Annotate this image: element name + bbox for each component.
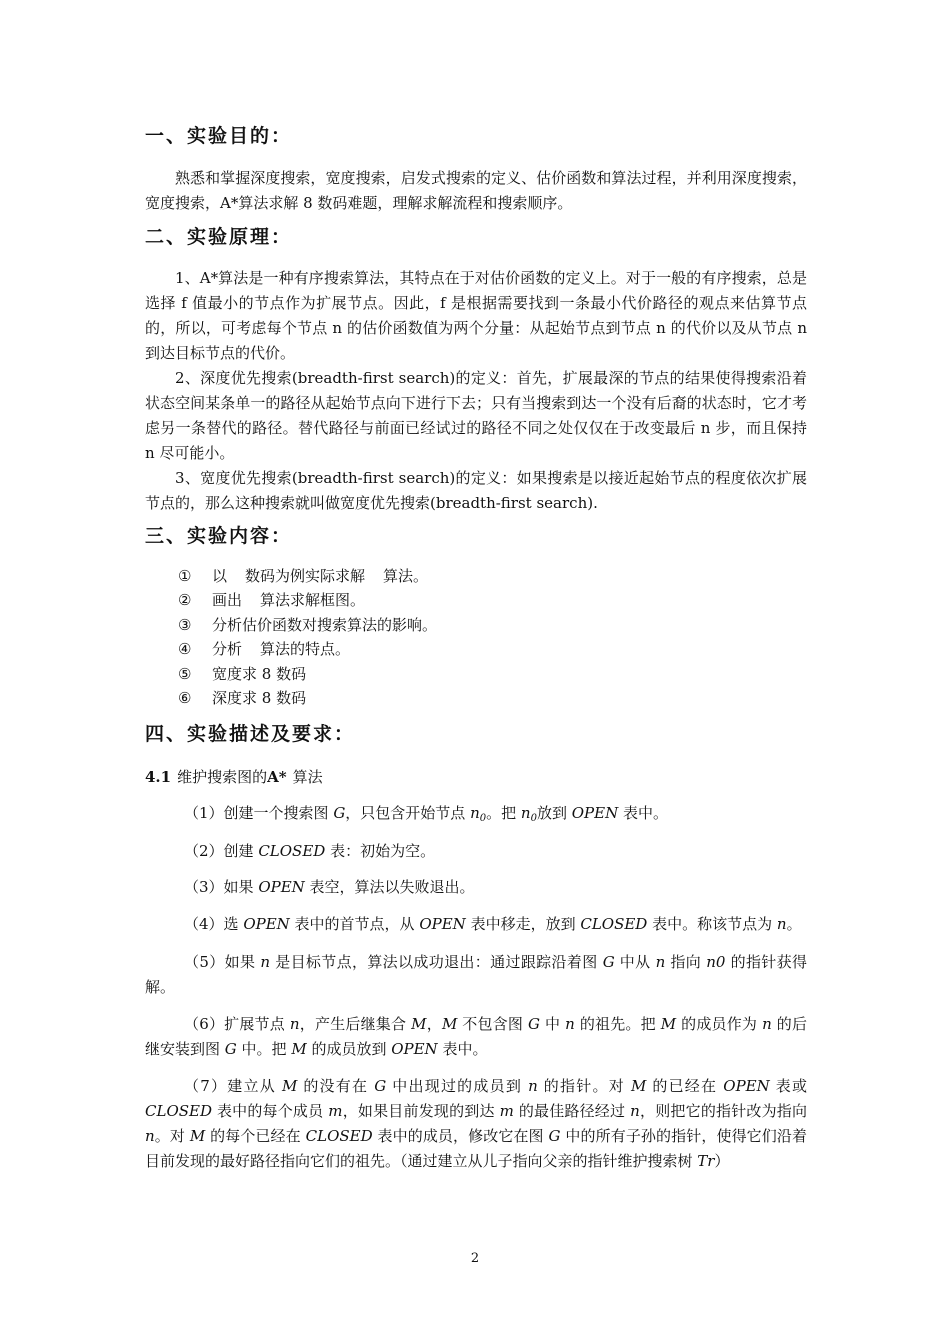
list-item: ① 以 数码为例实际求解 算法。 [178, 567, 429, 585]
section-heading-content: 三、实验内容： [145, 525, 293, 547]
list-item: ⑤ 宽度求 8 数码 [178, 664, 307, 683]
algorithm-step-7: （7）建立从 M 的没有在 G 中出现过的成员到 n 的指针。对 M 的已经在 OPEN 表或 CLOSED 表中的每个成员 m，如果目前发现的到达 m 的最佳路径经过 n，则把它的指针改为指向 n。对 M 的每个已经在 CLOSED 表中的成员，修改它在图 G 中的所有子孙的指针，使得它们沿着目前发现的最好路径指向它们的祖先。（通过建立从儿子指向父亲的指针维护搜索树 Tr） [145, 1077, 807, 1170]
purpose-paragraph: 熟悉和掌握深度搜索，宽度搜索，启发式搜索的定义、估价函数和算法过程，并利用深度搜索，宽度搜索，A*算法求解 8 数码难题，理解求解流程和搜索顺序。 [145, 169, 807, 212]
list-item: ③ 分析估价函数对搜索算法的影响。 [178, 615, 438, 634]
algorithm-step-3: （3）如果 OPEN 表空，算法以失败退出。 [184, 878, 475, 896]
page-number: 2 [470, 1251, 480, 1266]
principle-paragraph-astar: 1、A*算法是一种有序搜索算法，其特点在于对估价函数的定义上。对于一般的有序搜索，总是选择 f 值最小的节点作为扩展节点。因此，f 是根据需要找到一条最小代价路径的观点来估算节点的，所以，可考虑每个节点 n 的估价函数值为两个分量：从起始节点到节点 n 的代价以及从节点 n 到达目标节点的代价。 [145, 269, 807, 362]
section-heading-purpose: 一、实验目的： [145, 125, 293, 147]
principle-paragraph-breadth-first: 3、宽度优先搜索(breadth-first search)的定义：如果搜索是以接近起始节点的程度依次扩展节点的，那么这种搜索就叫做宽度优先搜索(breadth-first search). [145, 469, 807, 512]
algorithm-step-4: （4）选 OPEN 表中的首节点，从 OPEN 表中移走，放到 CLOSED 表中。称该节点为 n。 [184, 915, 802, 933]
subsection-heading-4-1: 4.1 维护搜索图的A* 算法 [145, 768, 323, 786]
algorithm-step-5: （5）如果 n 是目标节点，算法以成功退出：通过跟踪沿着图 G 中从 n 指向 n0 的指针获得解。 [145, 953, 808, 996]
list-item: ④ 分析 算法的特点。 [178, 640, 351, 659]
section-heading-description: 四、实验描述及要求： [145, 723, 356, 745]
list-item: ② 画出 算法求解框图。 [178, 591, 366, 610]
algorithm-step-2: （2）创建 CLOSED 表：初始为空。 [184, 842, 436, 860]
list-item: ⑥ 深度求 8 数码 [178, 689, 307, 708]
algorithm-step-6: （6）扩展节点 n，产生后继集合 M，M 不包含图 G 中 n 的祖先。把 M 的成员作为 n 的后继安装到图 G 中。把 M 的成员放到 OPEN 表中。 [145, 1015, 807, 1058]
principle-paragraph-depth-first: 2、深度优先搜索(breadth-first search)的定义：首先，扩展最深的节点的结果使得搜索沿着状态空间某条单一的路径从起始节点向下进行下去；只有当搜索到达一个没有后裔的状态时，它才考虑另一条替代的路径。替代路径与前面已经试过的路径不同之处仅仅在于改变最后 n 步，而且保持 n 尽可能小。 [145, 369, 807, 462]
section-heading-principle: 二、实验原理： [145, 226, 293, 248]
content-list [178, 564, 437, 710]
algorithm-step-1: （1）创建一个搜索图 G，只包含开始节点 $n_0$。把 $n_0$放到 OPEN 表中。 [184, 804, 668, 824]
